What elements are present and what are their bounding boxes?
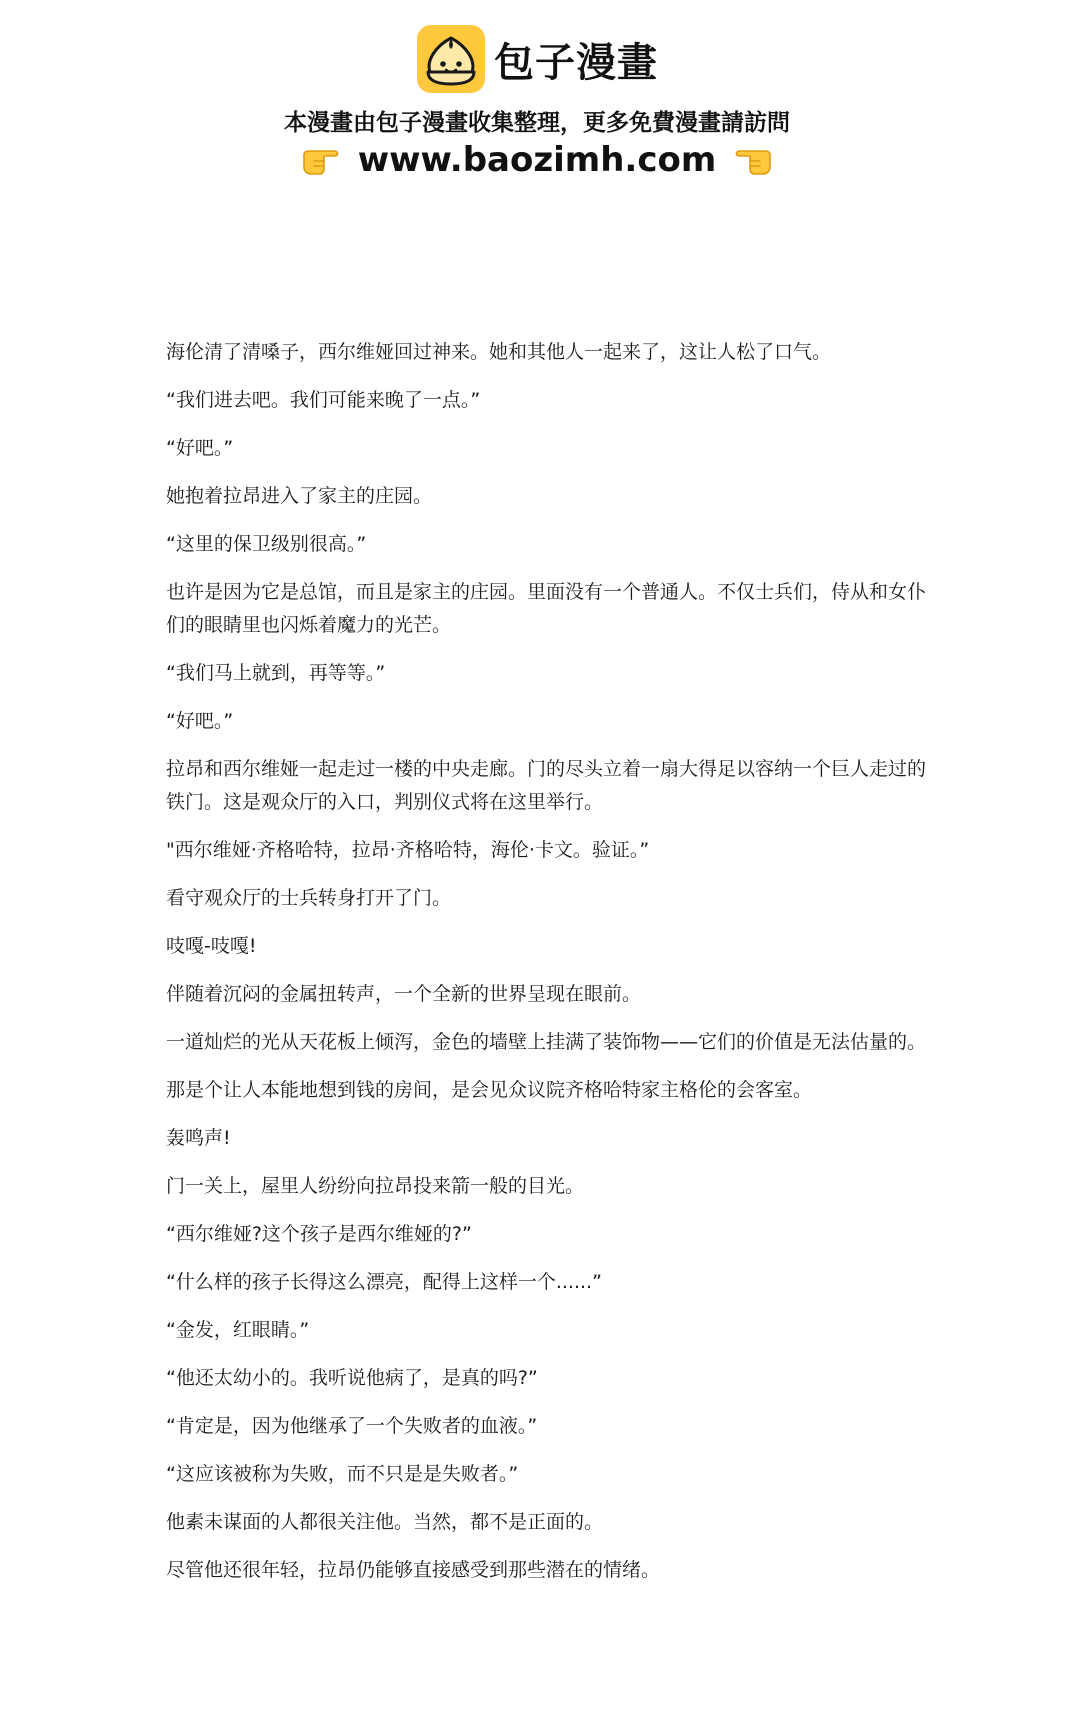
paragraph: “西尔维娅?这个孩子是西尔维娅的?” <box>166 1223 472 1245</box>
site-header <box>0 0 1074 200</box>
paragraph: “肯定是，因为他继承了一个失败者的血液。” <box>166 1415 538 1437</box>
site-url-link[interactable]: www.baozimh.com <box>357 140 717 180</box>
paragraph: “好吧。” <box>166 437 234 459</box>
paragraph: 门一关上，屋里人纷纷向拉昂投来箭一般的目光。 <box>166 1175 585 1197</box>
paragraph: 吱嘎-吱嘎! <box>166 935 257 957</box>
paragraph: “这里的保卫级别很高。” <box>166 533 367 555</box>
paragraph: 海伦清了清嗓子，西尔维娅回过神来。她和其他人一起来了，这让人松了口气。 <box>166 341 832 363</box>
paragraph: “我们进去吧。我们可能来晚了一点。” <box>166 389 481 411</box>
promo-tagline: 本漫畫由包子漫畫收集整理，更多免費漫畫請訪問 <box>284 110 790 136</box>
paragraph: “什么样的孩子长得这么漂亮，配得上这样一个......” <box>166 1271 602 1293</box>
pointing-right-hand-icon <box>300 143 342 177</box>
chapter-text <box>166 336 931 1602</box>
paragraph: 她抱着拉昂进入了家主的庄园。 <box>166 485 433 507</box>
paragraph: “金发，红眼睛。” <box>166 1319 310 1341</box>
paragraph: “我们马上就到，再等等。” <box>166 662 386 684</box>
paragraph: “这应该被称为失败，而不只是是失败者。” <box>166 1463 519 1485</box>
paragraph: 看守观众厅的士兵转身打开了门。 <box>166 887 452 909</box>
paragraph: 那是个让人本能地想到钱的房间，是会见众议院齐格哈特家主格伦的会客室。 <box>166 1079 813 1101</box>
paragraph: 他素未谋面的人都很关注他。当然，都不是正面的。 <box>166 1511 604 1533</box>
brand-logo[interactable] <box>0 22 1074 96</box>
paragraph: 伴随着沉闷的金属扭转声，一个全新的世界呈现在眼前。 <box>166 983 642 1005</box>
paragraph: 轰鸣声! <box>166 1127 231 1149</box>
paragraph: 也许是因为它是总馆，而且是家主的庄园。里面没有一个普通人。不仅士兵们，侍从和女仆们的眼睛里也闪烁着魔力的光芒。 <box>166 581 927 636</box>
brand-name: 包子漫畫 <box>494 39 658 86</box>
pointing-left-hand-icon <box>732 143 774 177</box>
paragraph: “他还太幼小的。我听说他病了，是真的吗?” <box>166 1367 538 1389</box>
paragraph: 拉昂和西尔维娅一起走过一楼的中央走廊。门的尽头立着一扇大得足以容纳一个巨人走过的铁门。这是观众厅的入口，判别仪式将在这里举行。 <box>166 758 927 813</box>
bun-mascot-icon <box>416 24 486 94</box>
paragraph: "西尔维娅·齐格哈特，拉昂·齐格哈特，海伦·卡文。验证。” <box>166 839 650 861</box>
paragraph: “好吧。” <box>166 710 234 732</box>
site-url-row[interactable] <box>0 136 1074 184</box>
paragraph: 尽管他还很年轻，拉昂仍能够直接感受到那些潜在的情绪。 <box>166 1559 661 1581</box>
paragraph: 一道灿烂的光从天花板上倾泻，金色的墙壁上挂满了装饰物——它们的价值是无法估量的。 <box>166 1031 927 1053</box>
